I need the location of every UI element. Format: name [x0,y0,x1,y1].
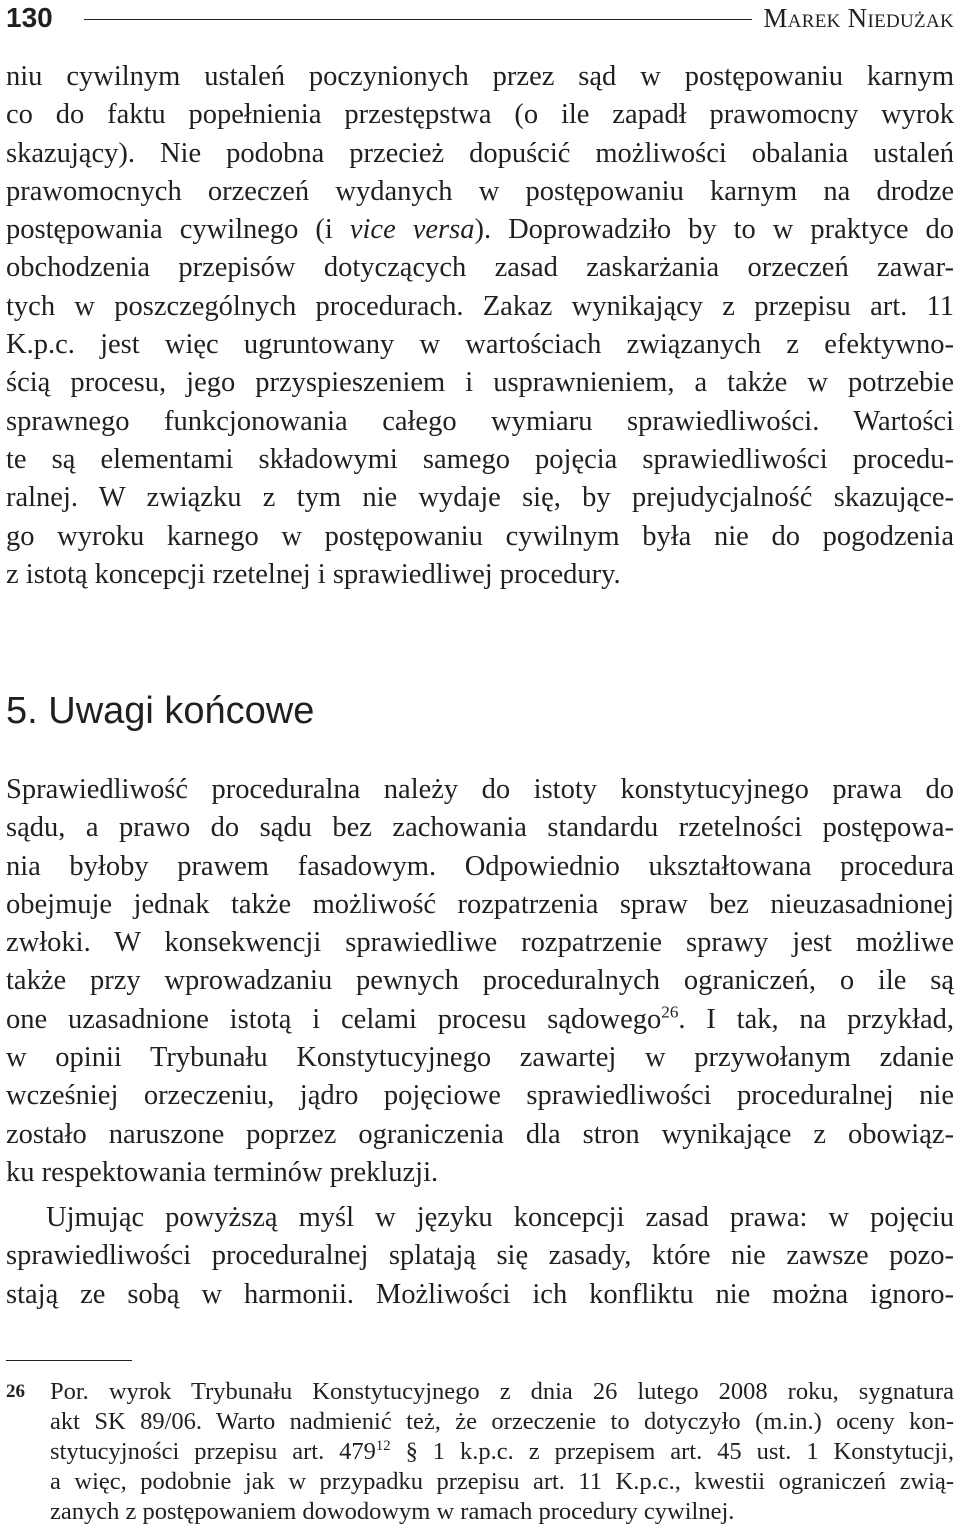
text-line [6,1001,954,1039]
paragraph-1 [6,58,954,594]
text-line: K.p.c. jest więc ugruntowany w wartościach związanych z efektywno- [6,329,954,361]
text-line: skazujący). Nie podobna przecież dopuścić możliwości obalania ustaleń [6,137,954,169]
footnote-line: zanych z postępowaniem dowodowym w ramach procedury cywilnej. [50,1498,735,1525]
footnote-ref-26[interactable]: 26 [661,1002,679,1022]
text-line: obejmuje jednak także możliwość rozpatrzenia spraw bez nieuzasadnionej [6,888,954,920]
text-line: tych w poszczególnych procedurach. Zakaz wynikający z przepisu art. 11 [6,290,954,322]
text-line: te są elementami składowymi samego pojęcia sprawiedliwości procedu- [6,443,954,475]
text-line: stają ze sobą w harmonii. Możliwości ich konfliktu nie można ignoro- [6,1278,954,1310]
footnote-26 [50,1377,954,1527]
text-line: z istotą koncepcji rzetelnej i sprawiedliwej procedury. [6,558,621,590]
text-line: sprawiedliwości proceduralnej splatają się zasady, które nie zawsze pozo- [6,1240,954,1272]
text-line [6,211,954,249]
running-head-author: Marek Niedużak [763,3,954,33]
text-line: zostało naruszone poprzez ograniczenia dla stron wynikające z obowiąz- [6,1118,954,1150]
text-line: także przy wprowadzaniu pewnych proceduralnych ograniczeń, o ile są [6,965,954,997]
page-number: 130 [6,2,53,33]
text-run: § 1 k.p.c. z przepisem art. 45 ust. 1 Konstytucji, [390,1438,954,1465]
paragraph-2 [6,771,954,1192]
text-run: stytucyjności przepisu art. 479 [50,1438,376,1465]
text-line: ralnej. W związku z tym nie wydaje się, by prejudycjalność skazujące- [6,482,954,514]
footnote-line: akt SK 89/06. Warto nadmienić też, że orzeczenie to dotyczyło (m.in.) oceny kon- [50,1408,954,1435]
footnote-separator [6,1360,132,1361]
text-line: niu cywilnym ustaleń poczynionych przez sąd w postępowaniu karnym [6,61,954,92]
text-line: nia byłoby prawem fasadowym. Odpowiednio ukształtowana procedura [6,850,954,882]
superscript: 12 [375,1437,391,1454]
text-line: obchodzenia przepisów dotyczących zasad zaskarżania orzeczeń zawar- [6,252,954,284]
text-line: sprawnego funkcjonowania całego wymiaru sprawiedliwości. Wartości [6,405,954,437]
text-line: ścią procesu, jego przyspieszeniem i usprawnieniem, a także w potrzebie [6,367,954,399]
text-run: ). Doprowadziło by to w praktyce do [474,214,955,246]
text-line: zwłoki. W konsekwencji sprawiedliwe rozpatrzenie sprawy jest możliwe [6,927,954,959]
text-line: Sprawiedliwość proceduralna należy do istoty konstytucyjnego prawa do [6,774,954,805]
text-line: wcześniej orzeczeniu, jądro pojęciowe sprawiedliwości proceduralnej nie [6,1080,954,1112]
text-line: ku respektowania terminów prekluzji. [6,1156,439,1188]
section-heading: 5. Uwagi końcowe [6,690,315,732]
text-run: one uzasadnione istotą i celami procesu sądowego [6,1003,662,1035]
italic-term: vice versa [349,214,475,246]
text-line: w opinii Trybunału Konstytucyjnego zawartej w przywołanym zdanie [6,1042,954,1074]
footnote-number: 26 [6,1381,25,1402]
page-header [6,0,954,38]
footnote-line: Por. wyrok Trybunału Konstytucyjnego z dnia 26 lutego 2008 roku, sygnatura [50,1378,954,1405]
text-line: Ujmując powyższą myśl w języku koncepcji zasad prawa: w pojęciu [46,1202,954,1233]
header-rule [84,19,752,20]
text-run: postępowania cywilnego (i [6,214,350,246]
text-run: . I tak, na przykład, [678,1003,955,1035]
text-line: co do faktu popełnienia przestępstwa (o ile zapadł prawomocny wyrok [6,99,954,131]
paragraph-3 [6,1199,954,1314]
footnote-line: a więc, podobnie jak w przypadku przepisu art. 11 K.p.c., kwestii ograniczeń zwią- [50,1468,954,1495]
text-line: go wyroku karnego w postępowaniu cywilnym była nie do pogodzenia [6,520,954,552]
footnote-line [50,1437,954,1467]
text-line: prawomocnych orzeczeń wydanych w postępowaniu karnym na drodze [6,175,954,207]
text-line: sądu, a prawo do sądu bez zachowania standardu rzetelności postępowa- [6,812,954,844]
